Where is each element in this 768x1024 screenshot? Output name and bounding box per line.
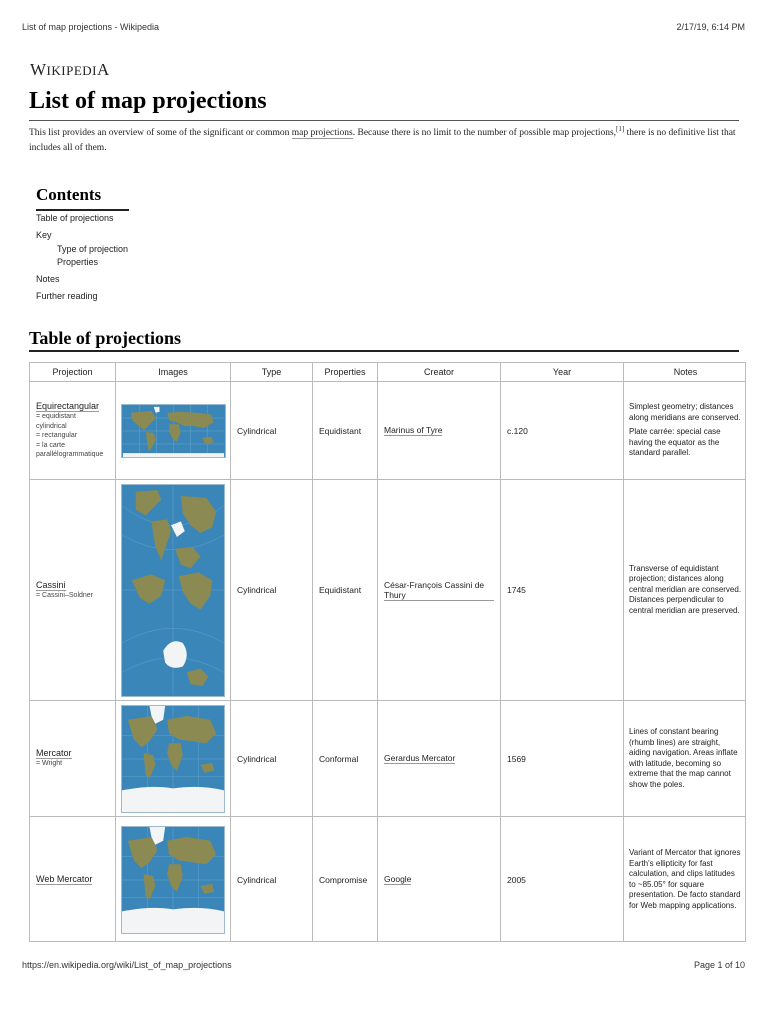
table-row-properties: Compromise <box>313 817 378 942</box>
creator-link[interactable]: Gerardus Mercator <box>384 753 456 763</box>
creator-link[interactable]: César-François Cassini de Thury <box>384 580 494 601</box>
projection-name-link[interactable]: Mercator <box>36 748 72 759</box>
table-header-type: Type <box>231 363 313 382</box>
table-row-properties: Conformal <box>313 701 378 817</box>
toc-item-properties[interactable]: Properties <box>57 257 99 267</box>
table-of-contents <box>36 185 286 301</box>
toc-item-type-of-projection[interactable]: Type of projection <box>57 244 129 254</box>
table-row-image-cell <box>116 382 231 480</box>
creator-link[interactable]: Marinus of Tyre <box>384 425 443 435</box>
toc-title: Contents <box>36 185 102 204</box>
table-row-year: 1569 <box>501 701 624 817</box>
table-row-type: Cylindrical <box>231 817 313 942</box>
cassini-map-image[interactable] <box>121 484 225 697</box>
table-row-type: Cylindrical <box>231 701 313 817</box>
web-mercator-map-image[interactable] <box>121 826 225 934</box>
print-datetime: 2/17/19, 6:14 PM <box>676 22 745 32</box>
table-header-notes: Notes <box>624 363 746 382</box>
toc-divider <box>36 209 129 211</box>
title-divider <box>29 120 739 121</box>
table-row-creator <box>378 701 501 817</box>
projection-name-link[interactable]: Cassini <box>36 579 66 590</box>
table-row-projection: Mercator = Wright <box>30 701 116 817</box>
table-row-image-cell <box>116 480 231 701</box>
table-header-images: Images <box>116 363 231 382</box>
table-row-notes: Transverse of equidistant projection; distances along central meridian are conserved. Distances perpendicular to central meridian are preserved. <box>624 480 746 701</box>
table-row-creator <box>378 817 501 942</box>
reference-1-link[interactable]: [1] <box>616 124 625 133</box>
table-header-year: Year <box>501 363 624 382</box>
wikipedia-logo[interactable]: WIKIPEDIA <box>30 60 110 79</box>
table-header-properties: Properties <box>313 363 378 382</box>
table-row-image-cell <box>116 817 231 942</box>
page-title: List of map projections <box>29 88 267 114</box>
table-row-year: 2005 <box>501 817 624 942</box>
mercator-map-image[interactable] <box>121 705 225 813</box>
creator-link[interactable]: Google <box>384 874 412 884</box>
table-row-notes: Simplest geometry; distances along meridians are conserved. Plate carrée: special case having the equator as the standard parallel. <box>624 382 746 480</box>
print-footer <box>22 960 745 974</box>
toc-item-further-reading[interactable]: Further reading <box>36 291 98 301</box>
print-page-number: Page 1 of 10 <box>693 960 745 970</box>
table-header-projection: Projection <box>30 363 116 382</box>
table-row-notes: Variant of Mercator that ignores Earth's ellipticity for fast calculation, and clips latitudes to ~85.05° for square presentation. De facto standard for Web mapping applications. <box>624 817 746 942</box>
toc-item-table-of-projections[interactable]: Table of projections <box>36 213 114 223</box>
equirectangular-map-image[interactable] <box>121 404 226 458</box>
table-row-notes: Lines of constant bearing (rhumb lines) are straight, aiding navigation. Areas inflate with latitude, becoming so extreme that the map cannot show the poles. <box>624 701 746 817</box>
print-header <box>22 22 745 36</box>
table-row-properties: Equidistant <box>313 480 378 701</box>
section-title: Table of projections <box>29 328 182 348</box>
table-row-image-cell <box>116 701 231 817</box>
table-row-projection: Equirectangular = equidistant cylindrical = rectangular = la carte parallélogrammatique <box>30 382 116 480</box>
map-projections-link[interactable]: map projections <box>291 128 353 138</box>
table-row-type: Cylindrical <box>231 480 313 701</box>
table-row-properties: Equidistant <box>313 382 378 480</box>
print-page-title: List of map projections - Wikipedia <box>22 22 160 32</box>
projection-name-link[interactable]: Web Mercator <box>36 874 93 884</box>
table-row-creator <box>378 480 501 701</box>
table-row-year: 1745 <box>501 480 624 701</box>
table-row-projection: Cassini = Cassini–Soldner <box>30 480 116 701</box>
toc-item-key[interactable]: Key <box>36 230 52 240</box>
section-divider <box>29 350 739 352</box>
table-row-creator <box>378 382 501 480</box>
table-header-creator: Creator <box>378 363 501 382</box>
projections-table <box>29 362 746 942</box>
projection-name-link[interactable]: Equirectangular <box>36 401 100 412</box>
intro-paragraph: This list provides an overview of some of the significant or common map projections. Because there is no limit to the number of possible map projections,[1] there is no definitive list that includes all of them. <box>29 124 736 153</box>
print-url: https://en.wikipedia.org/wiki/List_of_map_projections <box>22 960 232 970</box>
table-row-year: c.120 <box>501 382 624 480</box>
table-row-projection <box>30 817 116 942</box>
toc-item-notes[interactable]: Notes <box>36 274 60 284</box>
table-row-type: Cylindrical <box>231 382 313 480</box>
